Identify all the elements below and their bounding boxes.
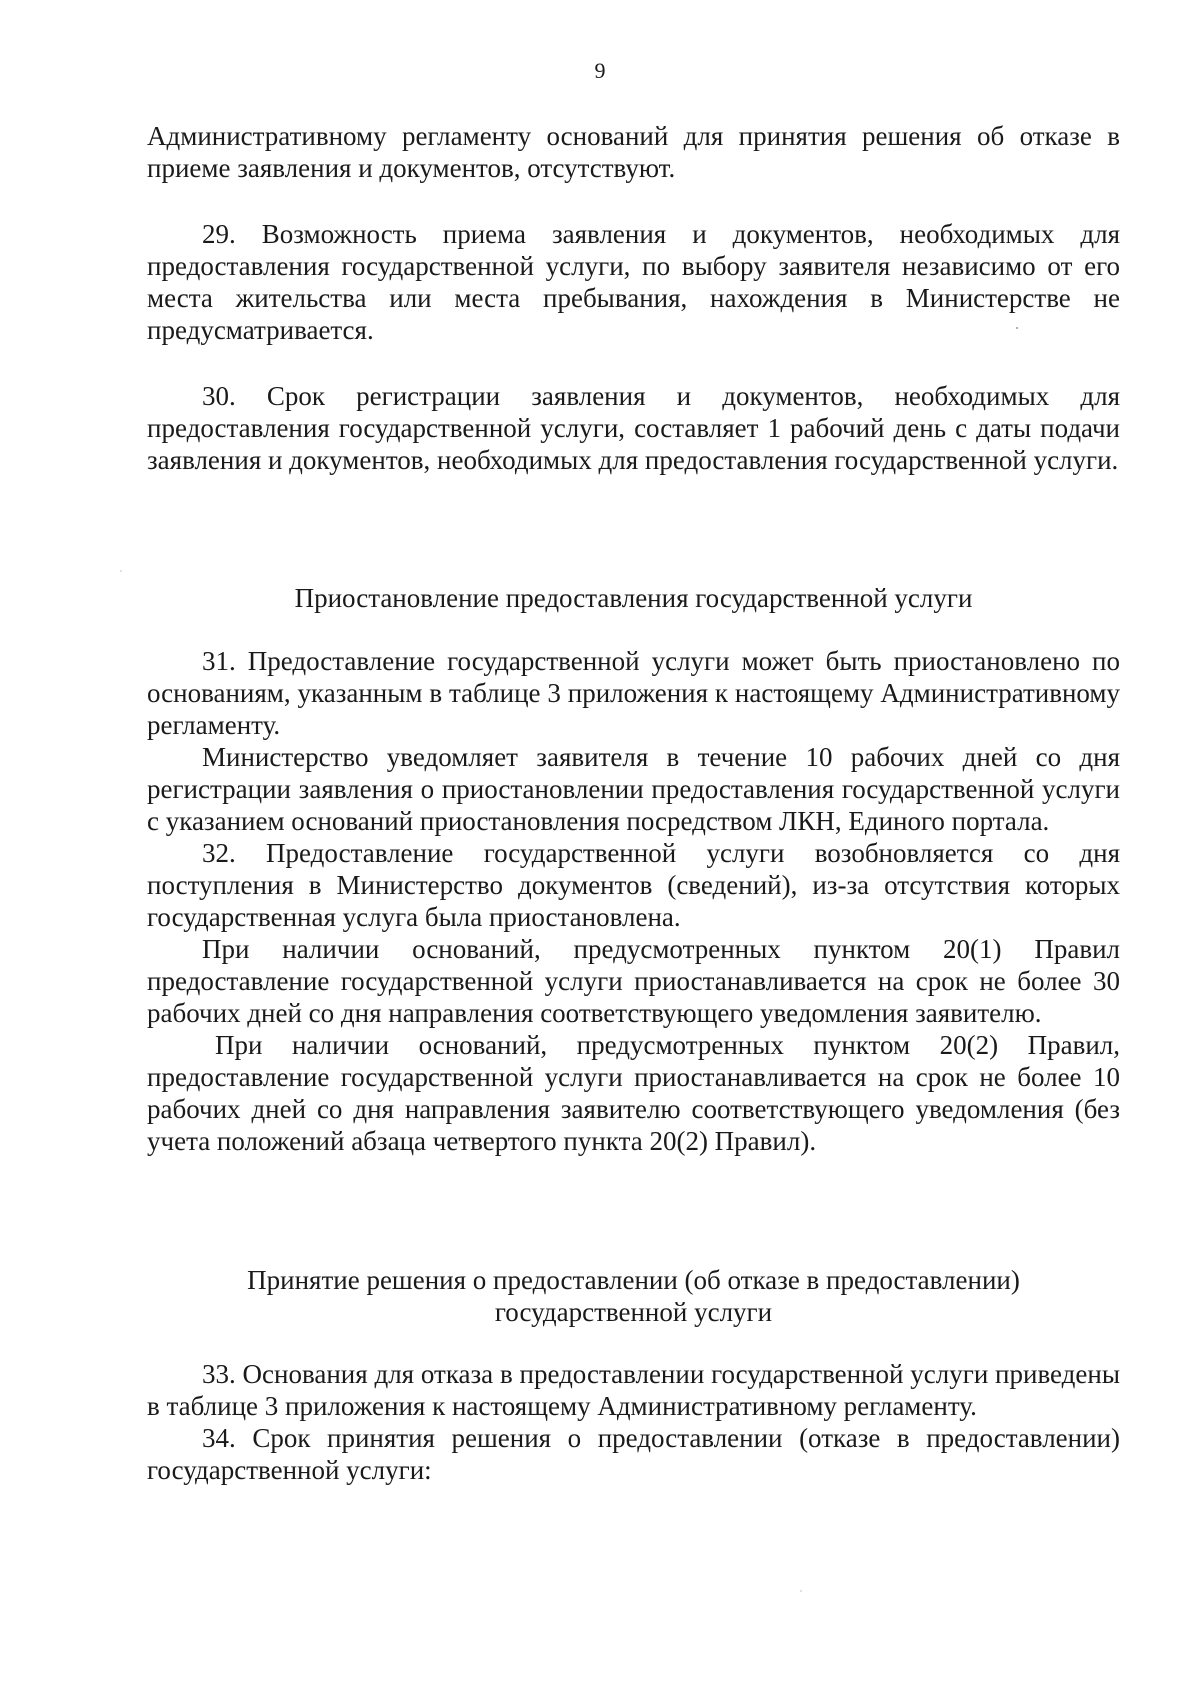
page-number: 9 [594,58,606,83]
paragraph-text: 30. Срок регистрации заявления и документов, необходимых для предоставления государственной услуги, составляет 1 рабочий день с даты подачи заявления и документов, необходимых для предоставления государственной услуги. [147,381,1120,475]
paragraph-31 [147,645,1120,1157]
section-heading-decision [147,1264,1120,1328]
scan-speck [120,570,122,572]
paragraph-text: 34. Срок принятия решения о предоставлении (отказе в предоставлении) государственной услуги: [147,1423,1120,1485]
paragraph-text: При наличии оснований, предусмотренных пунктом 20(2) Правил, предоставление государственной услуги приостанавливается на срок не более 10 рабочих дней со дня направления заявителю соответствующего уведомления (без учета положений абзаца четвертого пункта 20(2) Правил). [147,1030,1120,1156]
paragraph-29 [147,218,1120,346]
paragraph-text: 32. Предоставление государственной услуги возобновляется со дня поступления в Министерство документов (сведений), из-за отсутствия которых государственная услуга была приостановлена. [147,838,1120,932]
scan-speck [1016,327,1018,329]
section-heading-suspension [147,582,1120,614]
paragraph-text: 33. Основания для отказа в предоставлении государственной услуги приведены в таблице 3 приложения к настоящему Административному регламенту. [147,1359,1120,1421]
heading-text: государственной услуги [494,1297,773,1327]
heading-text: Принятие решения о предоставлении (об отказе в предоставлении) [247,1265,1020,1295]
paragraph-33 [147,1358,1120,1486]
paragraph-text: Административному регламенту оснований для принятия решения об отказе в приеме заявления и документов, отсутствуют. [147,121,1120,183]
paragraph-text: 29. Возможность приема заявления и документов, необходимых для предоставления государственной услуги, по выбору заявителя независимо от его места жительства или места пребывания, нахождения в Министерстве не предусматривается. [147,219,1120,345]
paragraph-continuation [147,120,1120,184]
paragraph-30 [147,380,1120,476]
paragraph-text: 31. Предоставление государственной услуги может быть приостановлено по основаниям, указанным в таблице 3 приложения к настоящему Административному регламенту. [147,646,1120,740]
paragraph-text: Министерство уведомляет заявителя в течение 10 рабочих дней со дня регистрации заявления о приостановлении предоставления государственной услуги с указанием оснований приостановления посредством ЛКН, Единого портала. [147,742,1120,836]
scan-speck [800,1590,802,1592]
paragraph-text: При наличии оснований, предусмотренных пунктом 20(1) Правил предоставление государственной услуги приостанавливается на срок не более 30 рабочих дней со дня направления соответствующего уведомления заявителю. [147,934,1120,1028]
heading-text: Приостановление предоставления государственной услуги [294,583,973,613]
